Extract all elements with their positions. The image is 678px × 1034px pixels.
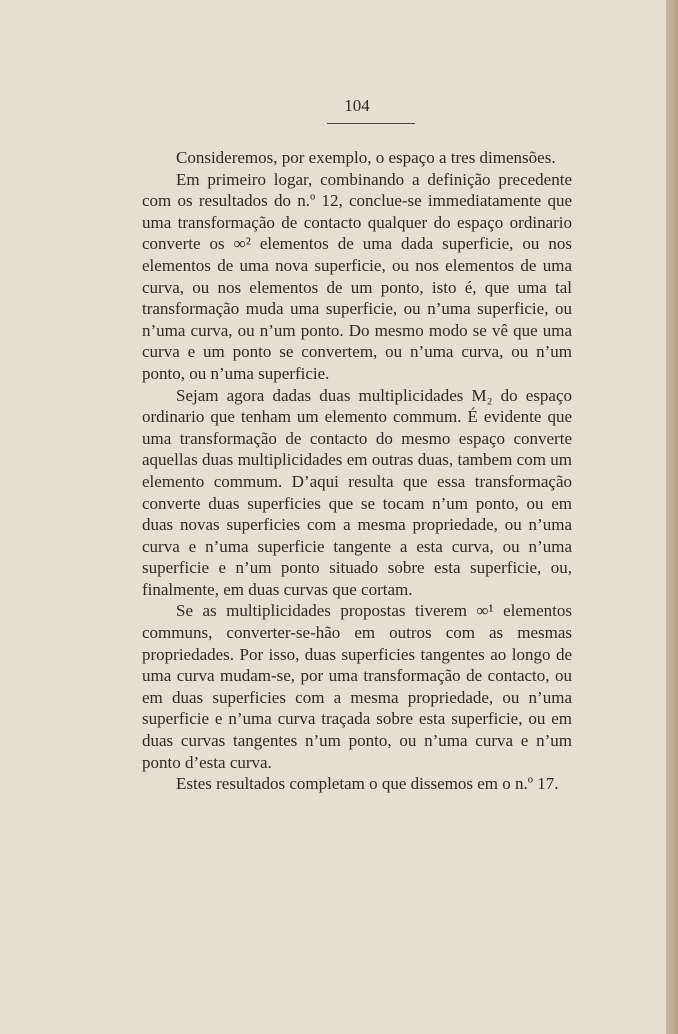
header-rule: [327, 123, 415, 124]
paragraph-2: Em primeiro logar, combinando a definição precedente com os resultados do n.º 12, conclue-se immediatamente que uma transformação de contacto qualquer do espaço ordinario converte os ∞² elementos de uma dada superficie, ou nos elementos de uma nova superficie, ou nos elementos de uma curva, ou nos elementos de um ponto, isto é, que uma tal transformação muda uma superficie, ou n’uma superficie, ou n’uma curva, ou n’um ponto. Do mesmo modo se vê que uma curva e um ponto se convertem, ou n’uma curva, ou n’um ponto, ou n’uma superficie.: [142, 169, 572, 383]
paragraph-1: Consideremos, por exemplo, o espaço a tres dimensões.: [176, 148, 556, 167]
page-edge: [666, 0, 678, 1034]
paragraph-5: Estes resultados completam o que dissemos em o n.º 17.: [176, 774, 559, 794]
paragraph-4: Se as multiplicidades propostas tiverem ∞¹ elementos communs, converter-se-hão em outros com as mesmas propriedades. Por isso, duas superficies tangentes ao longo de uma curva mudam-se, por uma transformação de contacto, ou em duas superficies com a mesma propriedade, ou n’uma superficie e n’uma curva traçada sobre esta superficie, ou em duas curvas tangentes n’um ponto, ou n’uma curva e n’um ponto d’esta curva.: [142, 601, 572, 772]
body-text: [142, 147, 572, 795]
text-block: [142, 96, 572, 795]
paragraph-3: Sejam agora dadas duas multiplicidades M₂ do espaço ordinario que tenham um elemento commum. É evidente que uma transformação de contacto do mesmo espaço converte aquellas duas multiplicidades em outras duas, tambem com um elemento commum. D’aqui resulta que essa transformação converte duas superficies que se tocam n’um ponto, ou em duas novas superficies com a mesma propriedade, ou n’uma curva e n’uma superficie tangente a esta curva, ou n’uma superficie e n’um ponto situado sobre esta superficie, ou, finalmente, em duas curvas que cortam.: [142, 385, 572, 599]
page-number: 104: [344, 96, 370, 115]
